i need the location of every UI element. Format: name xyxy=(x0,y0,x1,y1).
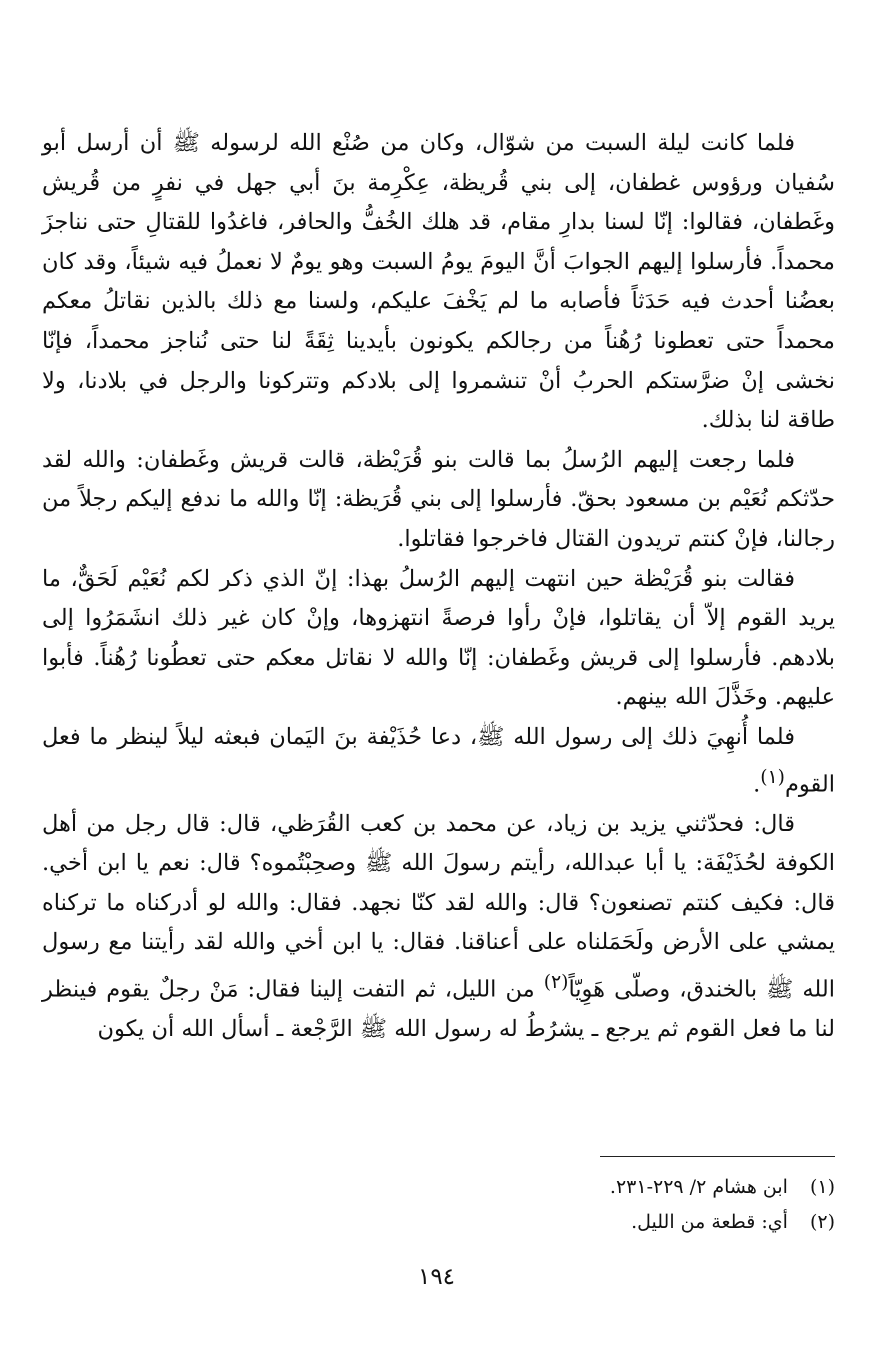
paragraph-5-continuation: من الليل، ثم التفت إلينا فقال: مَنْ رجلٌ يقوم فينظر لنا ما فعل القوم ثم يرجع ـ يشرُطُ له رسول الله ﷺ الرَّجْعة ـ أسأل الله أن يكون xyxy=(42,976,835,1043)
footnote-ref-1: (١) xyxy=(760,766,785,788)
footnote-number: (١) xyxy=(809,1176,835,1198)
paragraph-1: فلما كانت ليلة السبت من شوّال، وكان من صُنْع الله لرسوله ﷺ أن أرسل أبو سُفيان ورؤوس غطفان، إلى بني قُريظة، عِكْرِمة بنَ أبي جهل في نفرٍ من قُريش وغَطفان، فقالوا: إنّا لسنا بدارِ مقام، قد هلك الخُفُّ والحافر، فاغدُوا للقتالِ حتى نناجزَ محمداً. فأرسلوا إليهم الجوابَ أنَّ اليومَ يومُ السبت وهو يومٌ لا نعملُ فيه شيئاً، وقد كان بعضُنا أحدث فيه حَدَثاً فأصابه ما لم يَخْفَ عليكم، ولسنا مع ذلك بالذين نقاتلُ معكم محمداً حتى تعطونا رُهُناً من رجالكم يكونون بأيدينا ثِقَةً لنا حتى نُناجز محمداً، فإنّا نخشى إنْ ضرَّستكم الحربُ أنْ تنشمروا إلى بلادكم وتتركونا والرجل في بلادنا، ولا طاقة لنا بذلك. xyxy=(42,130,835,434)
footnote-2 xyxy=(315,1205,835,1240)
page-number: ١٩٤ xyxy=(417,1264,456,1290)
paragraph-5 xyxy=(42,805,835,1050)
footnote-text: ابن هشام ٢/ ٢٢٩-٢٣١. xyxy=(609,1176,788,1198)
footnote-divider xyxy=(600,1156,835,1157)
paragraph-4-text: فلما أُنهِيَ ذلك إلى رسول الله ﷺ، دعا حُذَيْفة بنَ اليَمان فبعثه ليلاً لينظر ما فعل القوم xyxy=(42,723,835,797)
footnote-text: أي: قطعة من الليل. xyxy=(631,1211,788,1233)
footnote-1 xyxy=(315,1170,835,1205)
footnotes xyxy=(315,1170,835,1240)
paragraph-2: فلما رجعت إليهم الرُسلُ بما قالت بنو قُرَيْظة، قالت قريش وغَطفان: والله لقد حدّثكم نُعَيْم بن مسعود بحقّ. فأرسلوا إلى بني قُرَيظة: إنّا والله ما ندفع إليكم رجلاً من رجالنا، فإنْ كنتم تريدون القتال فاخرجوا فقاتلوا. xyxy=(42,446,835,552)
footnote-ref-2: (٢) xyxy=(543,971,569,993)
paragraph-3: فقالت بنو قُرَيْظة حين انتهت إليهم الرُسلُ بهذا: إنّ الذي ذكر لكم نُعَيْم لَحَقٌّ، ما يريد القوم إلاّ أن يقاتلوا، فإنْ رأوا فرصةً انتهزوها، وإنْ كان غير ذلك انشَمَرُوا إلى بلادهم. فأرسلوا إلى قريش وغَطفان: إنّا والله لا نقاتل معكم حتى تعطُونا رُهُناً. فأبوا عليهم. وخَذَّلَ الله بينهم. xyxy=(42,565,835,711)
paragraph-5-text: قال: فحدّثني يزيد بن زياد، عن محمد بن كعب القُرَظي، قال: قال رجل من أهل الكوفة لحُذَيْفَة: يا أبا عبدالله، رأيتم رسولَ الله ﷺ وصحِبْتُموه؟ قال: نعم يا ابن أخي. قال: فكيف كنتم تصنعون؟ قال: والله لقد كنّا نجهد. فقال: والله لو أدركناه ما تركناه يمشي على الأرض ولَحَمَلناه على أعناقنا. فقال: يا ابن أخي والله لقد رأيتنا مع رسول الله ﷺ بالخندق، وصلّى هَوِيّاً xyxy=(42,810,835,1003)
footnote-number: (٢) xyxy=(809,1211,835,1233)
main-text xyxy=(42,124,835,1050)
paragraph-4: فلما أُنهِيَ ذلك إلى رسول الله ﷺ، دعا حُذَيْفة بنَ اليَمان فبعثه ليلاً لينظر ما فعل القوم$^{(١)}$. xyxy=(42,723,835,797)
